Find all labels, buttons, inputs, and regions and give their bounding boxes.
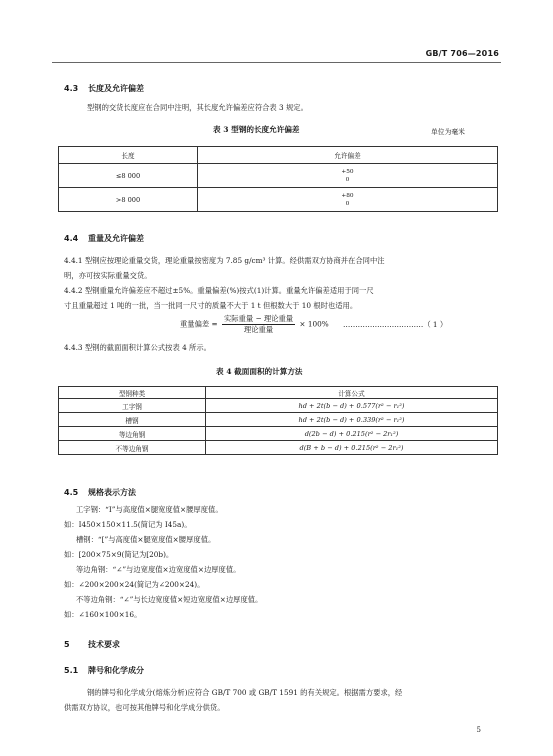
section-number: 5 xyxy=(64,640,70,649)
header-rule xyxy=(52,62,501,63)
section-title: 规格表示方法 xyxy=(88,488,136,497)
section-5-heading xyxy=(64,639,120,650)
section-5-1-heading xyxy=(64,665,144,676)
paragraph-5-1-line1: 钢的牌号和化学成分(熔炼分析)应符合 GB/T 700 或 GB/T 1591 的有关规定。根据需方要求，经 xyxy=(87,688,403,697)
spec-example: 如：Ⅰ450×150×11.5(简记为 Ⅰ45a)。 xyxy=(64,520,192,529)
section-4-3-paragraph: 型钢的交货长度应在合同中注明，其长度允许偏差应符合表 3 规定。 xyxy=(87,103,308,112)
area-formula-cell: hd + 2t(b − d) + 0.339(r² − r₁²) xyxy=(206,413,498,427)
table-header-cell: 长度 xyxy=(59,147,198,164)
table4-caption: 表 4 截面面积的计算方法 xyxy=(216,367,303,376)
tolerance-lower: 0 xyxy=(345,176,350,183)
section-number: 5.1 xyxy=(64,666,79,675)
paragraph-4-4-1-line1: 4.4.1 型钢应按理论重量交货，理论重量按密度为 7.85 g/cm³ 计算。经供需双方协商并在合同中注 xyxy=(64,256,385,265)
table3-unit: 单位为毫米 xyxy=(431,128,465,136)
table-row xyxy=(59,164,498,188)
weight-deviation-formula xyxy=(180,314,447,335)
table3-caption: 表 3 型钢的长度允许偏差 xyxy=(213,125,300,134)
section-4-3-heading xyxy=(64,83,144,94)
tolerance-upper: +50 xyxy=(341,168,354,175)
table-row xyxy=(59,413,498,427)
formula-lhs: 重量偏差 = xyxy=(180,319,218,329)
section-number: 4.3 xyxy=(64,84,79,93)
spec-example: 如：∠160×100×16。 xyxy=(64,610,142,619)
paragraph-4-4-1-line2: 明，亦可按实际重量交货。 xyxy=(64,271,152,280)
steel-type-cell: 槽钢 xyxy=(59,413,206,427)
spec-line: 不等边角钢：“∠”与长边宽度值×短边宽度值×边厚度值。 xyxy=(76,595,263,604)
area-formula-cell: d(B + b − d) + 0.215(r² − 2r₁²) xyxy=(206,441,498,455)
length-cell: ≤8 000 xyxy=(59,164,198,188)
table-row xyxy=(59,427,498,441)
formula-numerator: 实际重量 − 理论重量 xyxy=(223,314,294,323)
table-header-cell: 允许偏差 xyxy=(198,147,498,164)
steel-type-cell: 等边角钢 xyxy=(59,427,206,441)
paragraph-4-4-2-line1: 4.4.2 型钢重量允许偏差应不超过±5%。重量偏差(%)按式(1)计算。重量允许偏差适用于同一尺 xyxy=(64,286,374,295)
section-number: 4.4 xyxy=(64,234,79,243)
section-title: 牌号和化学成分 xyxy=(88,666,144,675)
table3 xyxy=(58,146,498,212)
tolerance-cell xyxy=(198,164,498,188)
spec-example: 如：∠200×200×24(简记为∠200×24)。 xyxy=(64,580,205,589)
table-row xyxy=(59,188,498,212)
table-header-cell: 型钢种类 xyxy=(59,387,206,399)
length-cell: >8 000 xyxy=(59,188,198,212)
page-number: 5 xyxy=(476,726,481,734)
table4 xyxy=(58,386,498,455)
spec-example: 如：[200×75×9(简记为[20b)。 xyxy=(64,550,174,559)
table-header-cell: 计算公式 xyxy=(206,387,498,399)
tolerance-cell xyxy=(198,188,498,212)
section-title: 长度及允许偏差 xyxy=(88,84,144,93)
section-title: 重量及允许偏差 xyxy=(88,234,144,243)
area-formula-cell: hd + 2t(b − d) + 0.577(r² − r₁²) xyxy=(206,399,498,413)
spec-line: 等边角钢：“∠”与边宽度值×边宽度值×边厚度值。 xyxy=(76,565,241,574)
standard-number: GB/T 706—2016 xyxy=(425,49,499,58)
area-formula-cell: d(2b − d) + 0.215(r² − 2r₁²) xyxy=(206,427,498,441)
section-4-4-heading xyxy=(64,233,144,244)
tolerance-lower: 0 xyxy=(345,200,350,207)
steel-type-cell: 工字钢 xyxy=(59,399,206,413)
paragraph-5-1-line2: 供需双方协议，也可按其他牌号和化学成分供货。 xyxy=(64,703,225,712)
spec-line: 槽钢：“[”与高度值×腿宽度值×腰厚度值。 xyxy=(76,535,216,544)
table-header-row xyxy=(59,147,498,164)
tolerance-upper: +80 xyxy=(341,192,354,199)
paragraph-4-4-3: 4.4.3 型钢的截面面积计算公式按表 4 所示。 xyxy=(64,343,211,352)
section-title: 技术要求 xyxy=(88,640,120,649)
formula-rhs: × 100% xyxy=(299,319,329,329)
spec-line: 工字钢：“Ⅰ”与高度值×腿宽度值×腰厚度值。 xyxy=(76,505,223,514)
section-number: 4.5 xyxy=(64,488,79,497)
formula-denominator: 理论重量 xyxy=(243,325,274,334)
formula-fraction xyxy=(222,314,295,335)
section-4-5-heading xyxy=(64,487,136,498)
paragraph-4-4-2-line2: 寸且重量超过 1 吨的一批，当一批同一尺寸的质量不大于 1 t 但根数大于 10 根时也适用。 xyxy=(64,301,358,310)
table-row xyxy=(59,441,498,455)
formula-label: ……………………………（ 1 ） xyxy=(343,319,448,329)
table-header-row xyxy=(59,387,498,399)
steel-type-cell: 不等边角钢 xyxy=(59,441,206,455)
table-row xyxy=(59,399,498,413)
